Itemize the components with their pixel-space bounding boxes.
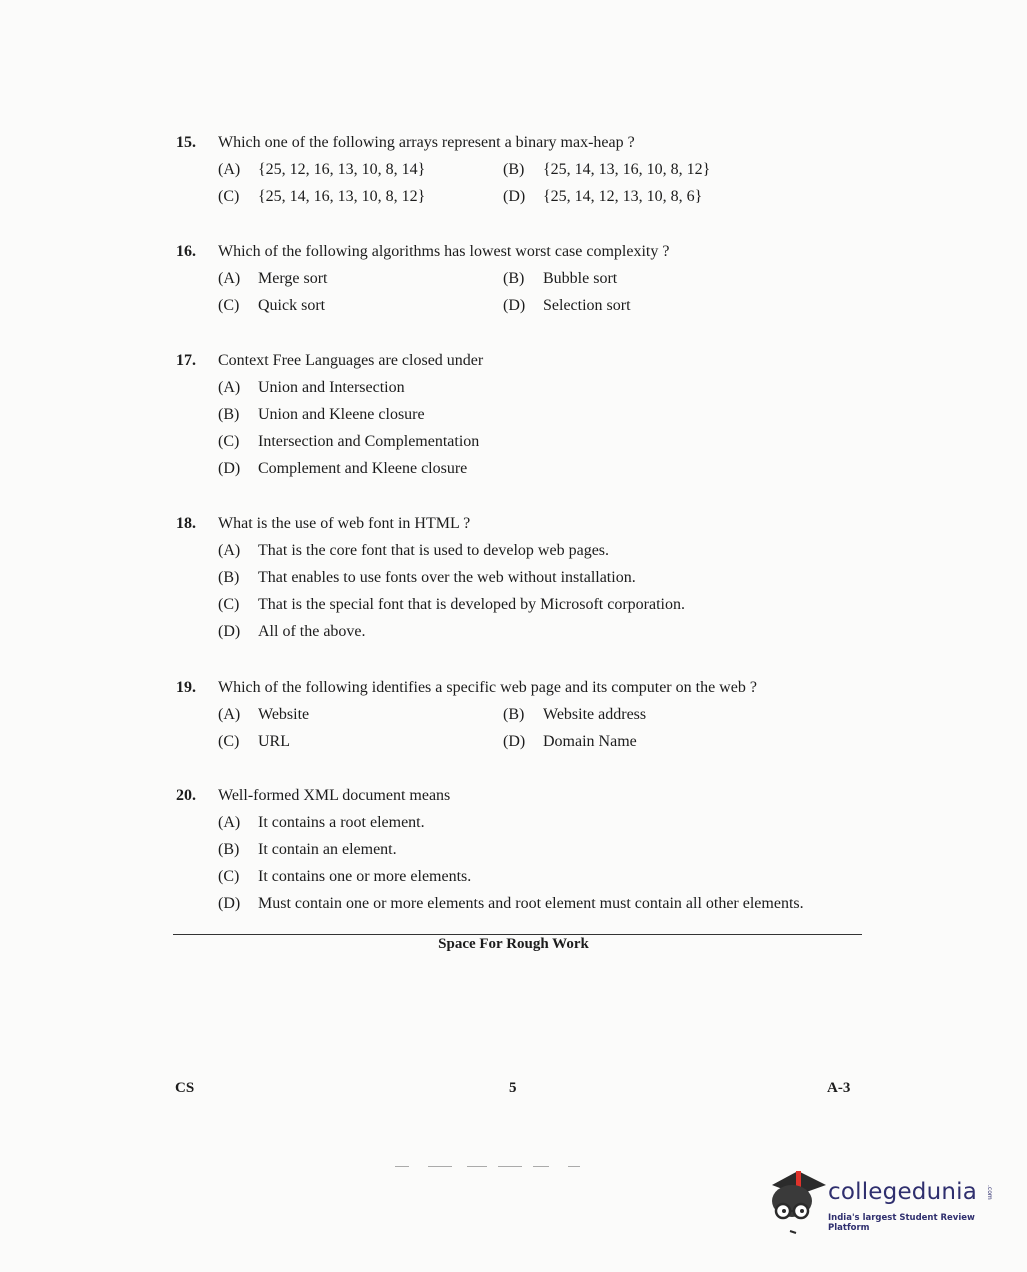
option-c: (C) {25, 14, 16, 13, 10, 8, 12}	[218, 188, 426, 205]
question-text: Which one of the following arrays represent a binary max-heap ?	[218, 134, 635, 151]
question-number: 15.	[176, 134, 196, 151]
option-d: (D) Selection sort	[503, 297, 631, 314]
footer-series-code: A-3	[827, 1080, 851, 1096]
question-16	[176, 243, 866, 324]
rough-work-label: Space For Rough Work	[438, 936, 589, 952]
question-17	[176, 352, 866, 487]
option-d: (D) Complement and Kleene closure	[218, 460, 468, 477]
option-d: (D) All of the above.	[218, 623, 366, 640]
option-d: (D) Must contain one or more elements and root element must contain all other elements.	[218, 895, 804, 912]
question-text: Which of the following identifies a specific web page and its computer on the web ?	[218, 679, 757, 696]
question-number: 16.	[176, 243, 196, 260]
option-a: (A) Merge sort	[218, 270, 328, 287]
question-20	[176, 787, 866, 922]
logo-brand-text: collegedunia	[828, 1179, 978, 1205]
option-a: (A) That is the core font that is used to develop web pages.	[218, 542, 610, 559]
option-b: (B) Union and Kleene closure	[218, 406, 425, 423]
scan-mark	[498, 1166, 522, 1167]
scan-mark	[533, 1166, 549, 1167]
option-a: (A) Union and Intersection	[218, 379, 405, 396]
question-18	[176, 515, 866, 650]
option-b: (B) Website address	[503, 706, 647, 723]
option-a: (A) Website	[218, 706, 310, 723]
question-text: Well-formed XML document means	[218, 787, 451, 804]
question-number: 17.	[176, 352, 196, 369]
option-c: (C) That is the special font that is developed by Microsoft corporation.	[218, 596, 685, 613]
footer-page-number: 5	[509, 1080, 517, 1096]
divider-rule	[173, 934, 862, 935]
question-text: Which of the following algorithms has lowest worst case complexity ?	[218, 243, 670, 260]
option-b: (B) That enables to use fonts over the web without installation.	[218, 569, 636, 586]
footer-subject-code: CS	[175, 1080, 195, 1096]
option-b: (B) {25, 14, 13, 16, 10, 8, 12}	[503, 161, 711, 178]
logo-dotcom: .com	[986, 1185, 993, 1200]
option-d: (D) {25, 14, 12, 13, 10, 8, 6}	[503, 188, 703, 205]
question-number: 20.	[176, 787, 196, 804]
scan-mark	[395, 1166, 409, 1167]
logo-tagline: India's largest Student Review Platform	[828, 1213, 975, 1233]
question-text: What is the use of web font in HTML ?	[218, 515, 471, 532]
option-a: (A) It contains a root element.	[218, 814, 425, 831]
option-c: (C) Intersection and Complementation	[218, 433, 480, 450]
scan-mark	[467, 1166, 487, 1167]
option-c: (C) Quick sort	[218, 297, 326, 314]
option-b: (B) It contain an element.	[218, 841, 397, 858]
option-c: (C) It contains one or more elements.	[218, 868, 472, 885]
mascot-icon	[768, 1165, 826, 1235]
option-b: (B) Bubble sort	[503, 270, 618, 287]
option-a: (A) {25, 12, 16, 13, 10, 8, 14}	[218, 161, 426, 178]
question-text: Context Free Languages are closed under	[218, 352, 484, 369]
option-c: (C) URL	[218, 733, 290, 750]
scan-mark	[568, 1166, 580, 1167]
scan-mark	[428, 1166, 452, 1167]
question-number: 19.	[176, 679, 196, 696]
question-19	[176, 679, 866, 760]
option-d: (D) Domain Name	[503, 733, 637, 750]
question-number: 18.	[176, 515, 196, 532]
question-15	[176, 134, 866, 215]
collegedunia-logo	[768, 1165, 998, 1235]
